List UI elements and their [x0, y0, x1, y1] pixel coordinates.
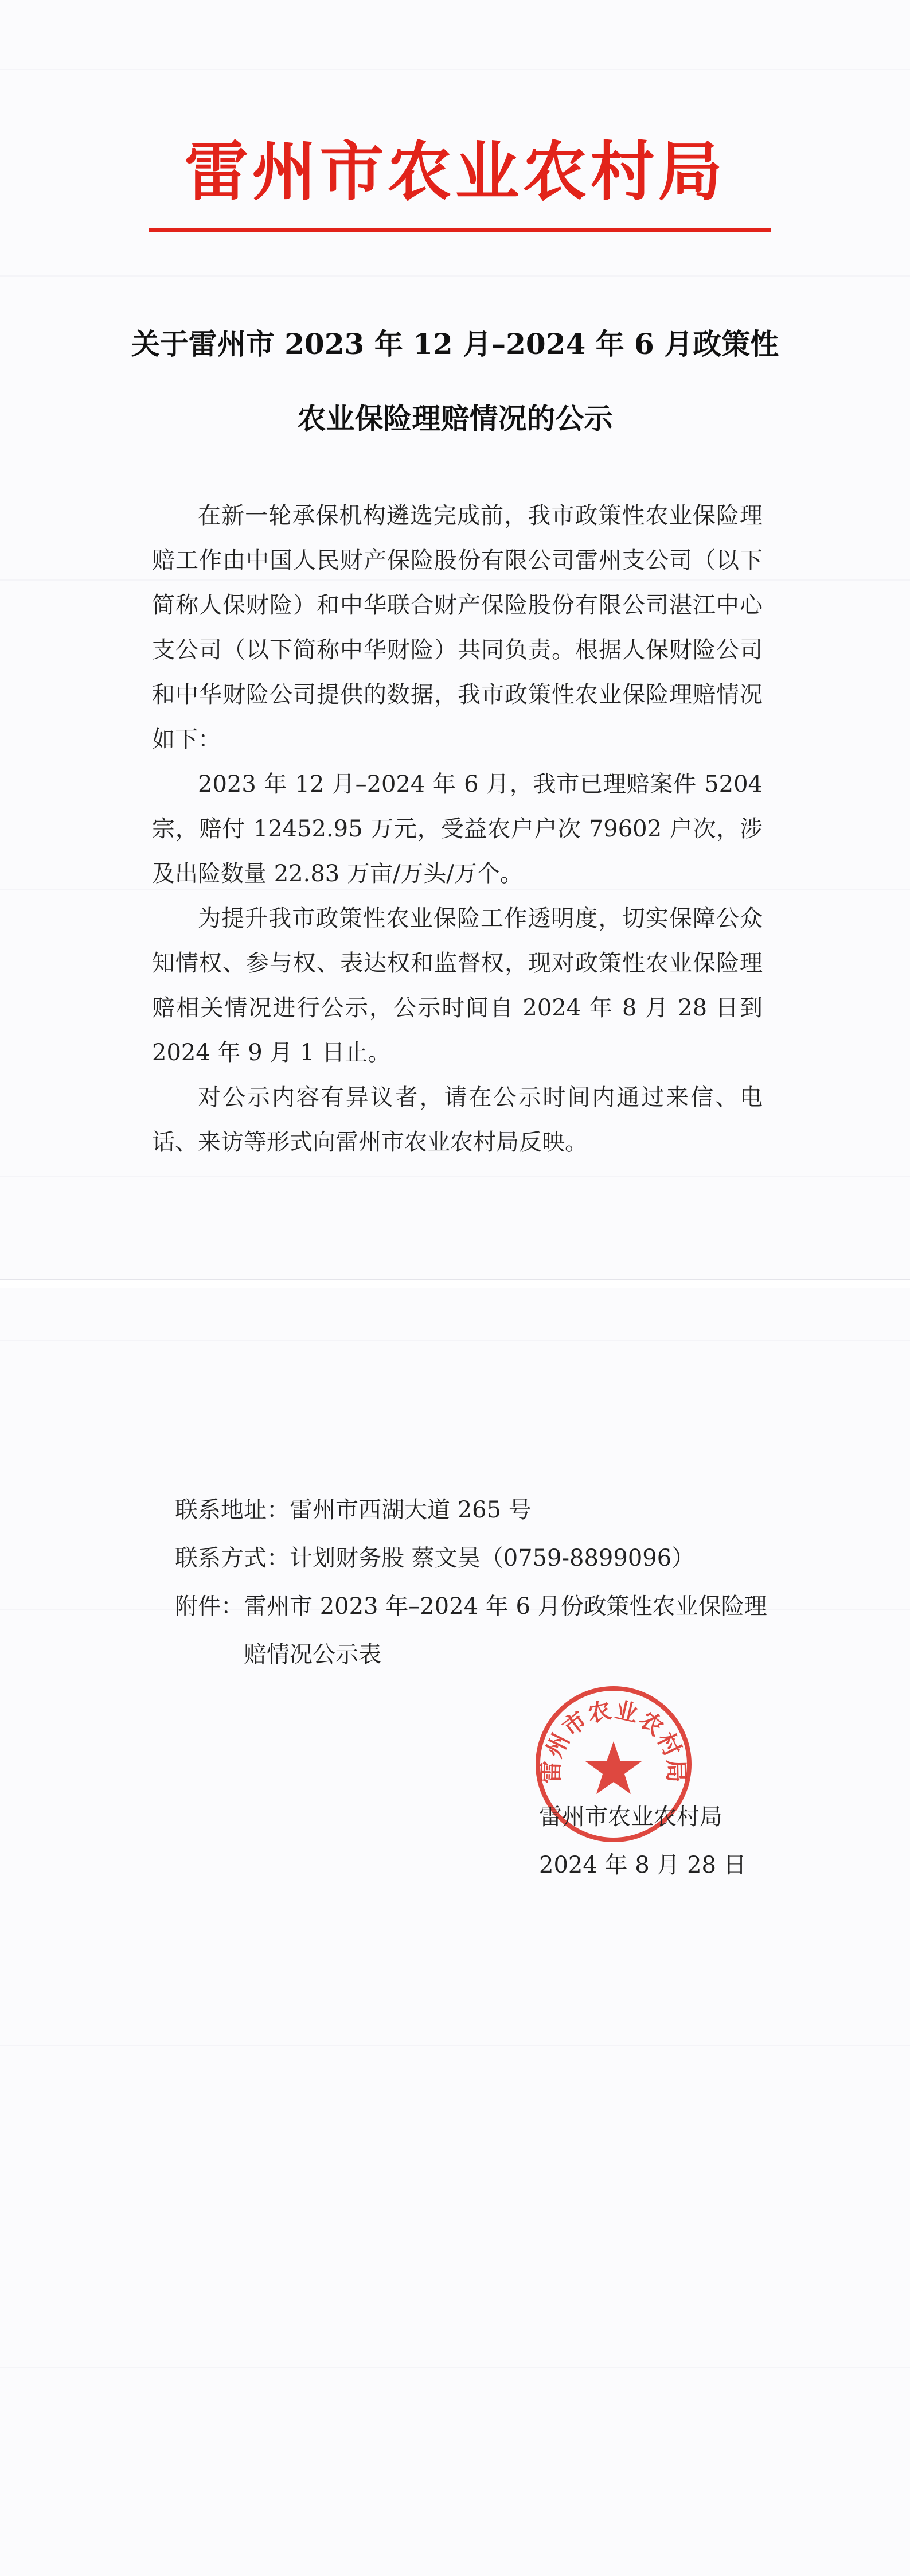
scan-line	[0, 1340, 910, 1341]
notice-title-line-2: 农业保险理赔情况的公示	[297, 402, 613, 435]
body-paragraph-statistics: 2023 年 12 月–2024 年 6 月，我市已理赔案件 5204 宗，赔付 12452.95 万元，受益农户户次 79602 户次，涉及出险数量 22.83 万亩/万头/万个。	[152, 771, 763, 887]
seal-text: 雷州市农业农村局	[538, 1696, 689, 1784]
attachment-line-2: 赔情况公示表	[244, 1641, 381, 1668]
signature-org: 雷州市农业农村局	[539, 1804, 722, 1830]
attachment-line-1: 附件：雷州市 2023 年–2024 年 6 月份政策性农业保险理	[175, 1593, 767, 1620]
scan-line	[0, 2045, 910, 2046]
contact-address: 联系地址：雷州市西湖大道 265 号	[175, 1497, 532, 1523]
document-page-2	[0, 1288, 910, 2576]
red-header-agency-name: 雷州市农业农村局	[184, 135, 726, 209]
scan-line	[0, 275, 910, 277]
contact-block	[175, 1486, 806, 1679]
scan-line	[0, 69, 910, 70]
notice-body	[152, 493, 763, 1165]
scan-line	[0, 2367, 910, 2368]
scan-line	[0, 1176, 910, 1177]
seal-star-icon	[585, 1741, 642, 1794]
document-page-1	[0, 0, 910, 1280]
notice-title-line-1: 关于雷州市 2023 年 12 月–2024 年 6 月政策性	[131, 327, 779, 361]
contact-method: 联系方式：计划财务股 蔡文昊（0759-8899096）	[175, 1545, 695, 1571]
body-paragraph-intro: 在新一轮承保机构遴选完成前，我市政策性农业保险理赔工作由中国人民财产保险股份有限公司雷州支公司（以下简称人保财险）和中华联合财产保险股份有限公司湛江中心支公司（以下简称中华财险）共同负责。根据人保财险公司和中华财险公司提供的数据，我市政策性农业保险理赔情况如下：	[152, 503, 763, 753]
signature-date: 2024 年 8 月 28 日	[539, 1852, 747, 1878]
signature-block	[539, 1793, 780, 1889]
body-paragraph-objection: 对公示内容有异议者，请在公示时间内通过来信、电话、来访等形式向雷州市农业农村局反映。	[152, 1084, 763, 1155]
red-header-rule	[149, 228, 771, 232]
body-paragraph-purpose: 为提升我市政策性农业保险工作透明度，切实保障公众知情权、参与权、表达权和监督权，现对政策性农业保险理赔相关情况进行公示，公示时间自 2024 年 8 月 28 日到 2024 年 9 月 1 日止。	[152, 905, 763, 1066]
